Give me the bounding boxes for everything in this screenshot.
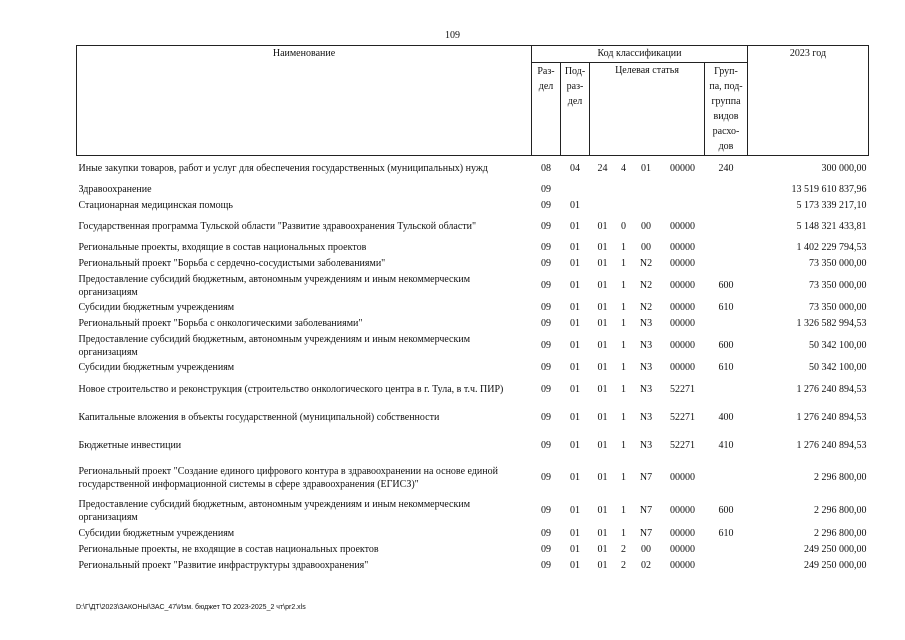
row-name: Здравоохранение [78, 184, 152, 195]
row-target-program: 01 [597, 439, 608, 451]
header-year: 2023 год [748, 46, 869, 156]
header-target: Целевая статья [590, 63, 705, 156]
row-razdel: 09 [541, 471, 551, 483]
row-vid-rashodov [705, 460, 748, 496]
row-vid-rashodov [705, 256, 748, 272]
row-amount: 5 148 321 433,81 [796, 220, 867, 232]
table-row [77, 542, 869, 558]
table-row [77, 316, 869, 332]
row-podrazdel: 01 [570, 361, 580, 373]
row-target-direction: 00000 [670, 527, 695, 539]
row-target-type: 1 [621, 301, 626, 313]
row-vid-rashodov [705, 376, 748, 404]
row-target-direction: 00000 [670, 339, 695, 351]
row-razdel: 09 [541, 411, 551, 423]
row-podrazdel: 01 [570, 439, 580, 451]
row-target-project: N2 [639, 279, 653, 291]
row-target-direction: 00000 [670, 301, 695, 313]
row-name: Региональные проекты, не входящие в состав национальных проектов [78, 544, 379, 555]
row-target-direction [661, 198, 705, 214]
row-podrazdel: 01 [570, 279, 580, 291]
row-vid-rashodov [705, 542, 748, 558]
row-target-program: 01 [597, 543, 608, 555]
row-amount: 300 000,00 [821, 162, 867, 174]
row-target-type: 1 [621, 383, 626, 395]
row-target-direction: 00000 [670, 279, 695, 291]
table-row [77, 360, 869, 376]
row-amount: 2 296 800,00 [814, 504, 867, 516]
file-path-footer: D:\Г\ДТ\2023\ЗАКОНЫ\ЗАС_47\Изм. бюджет ТО 2023-2025_2 чт\pr2.xls [76, 604, 306, 611]
row-target-project: N3 [639, 339, 653, 351]
row-razdel: 09 [541, 183, 551, 195]
row-target-program: 01 [597, 361, 608, 373]
row-target-direction: 52271 [670, 411, 695, 423]
row-name: Государственная программа Тульской области "Развитие здравоохранения Тульской области" [78, 221, 477, 232]
row-target-project: 00 [641, 220, 651, 232]
row-vid-rashodov: 410 [718, 439, 734, 451]
row-target-program: 01 [597, 257, 608, 269]
row-amount: 249 250 000,00 [804, 559, 867, 571]
row-target-direction: 00000 [670, 543, 695, 555]
row-name: Иные закупки товаров, работ и услуг для обеспечения государственных (муниципальных) нужд [78, 163, 488, 175]
row-name: Стационарная медицинская помощь [78, 200, 233, 211]
row-podrazdel: 01 [570, 339, 580, 351]
table-body [77, 156, 869, 574]
table-row [77, 240, 869, 256]
row-target-program: 01 [597, 504, 608, 516]
row-podrazdel: 01 [570, 504, 580, 516]
row-razdel: 09 [541, 301, 551, 313]
row-podrazdel: 01 [570, 220, 580, 232]
header-name: Наименование [77, 46, 532, 156]
row-vid-rashodov: 610 [718, 361, 734, 373]
row-target-direction [661, 182, 705, 198]
row-target-type: 1 [621, 317, 626, 329]
row-podrazdel: 01 [570, 527, 580, 539]
row-vid-rashodov: 400 [718, 411, 734, 423]
row-amount: 1 276 240 894,53 [796, 439, 867, 451]
row-amount: 1 276 240 894,53 [796, 411, 867, 423]
row-target-program: 01 [597, 559, 608, 571]
row-razdel: 09 [541, 527, 551, 539]
row-target-type: 1 [621, 439, 626, 451]
row-target-project: N2 [639, 257, 653, 269]
row-target-program: 01 [597, 411, 608, 423]
row-target-program: 01 [597, 471, 608, 483]
row-target-program: 24 [597, 162, 608, 174]
table-row [77, 256, 869, 272]
row-name: Субсидии бюджетным учреждениям [78, 528, 235, 539]
row-razdel: 08 [541, 162, 551, 174]
row-target-program: 01 [597, 220, 608, 232]
row-vid-rashodov [705, 240, 748, 256]
table-row [77, 300, 869, 316]
row-target-type: 1 [621, 241, 626, 253]
row-razdel: 09 [541, 543, 551, 555]
row-target-project: 00 [641, 241, 651, 253]
row-target-project: 00 [641, 543, 651, 555]
row-name: Субсидии бюджетным учреждениям [78, 362, 235, 373]
row-target-type: 4 [621, 162, 626, 174]
row-name: Новое строительство и реконструкция (строительство онкологического центра в г. Тула, в т.ч. ПИР) [78, 384, 504, 395]
row-target-type: 1 [621, 411, 626, 423]
table-row [77, 404, 869, 432]
table-row [77, 198, 869, 214]
header-vid-rashodov: Груп- па, под- группа видов расхо- дов [705, 63, 748, 156]
row-razdel: 09 [541, 339, 551, 351]
row-podrazdel: 04 [570, 162, 580, 174]
row-target-type: 1 [621, 339, 626, 351]
row-target-program: 01 [597, 383, 608, 395]
row-target-program: 01 [597, 339, 608, 351]
row-target-project: N3 [639, 317, 653, 329]
row-target-project: N7 [639, 471, 653, 483]
row-podrazdel: 01 [570, 559, 580, 571]
table-row [77, 332, 869, 360]
row-razdel: 09 [541, 257, 551, 269]
row-amount: 1 402 229 794,53 [796, 241, 867, 253]
row-target-type: 2 [621, 543, 626, 555]
row-amount: 73 350 000,00 [809, 279, 867, 291]
row-target-program: 01 [597, 241, 608, 253]
row-target-project: N3 [639, 439, 653, 451]
row-vid-rashodov [705, 214, 748, 240]
row-podrazdel: 01 [570, 317, 580, 329]
row-name: Региональный проект "Развитие инфраструктуры здравоохранения" [78, 560, 369, 571]
header-podrazdel: Под- раз- дел [561, 63, 590, 156]
table-row [77, 182, 869, 198]
row-target-type: 1 [621, 527, 626, 539]
row-podrazdel: 01 [570, 301, 580, 313]
row-razdel: 09 [541, 439, 551, 451]
row-vid-rashodov: 240 [718, 162, 734, 174]
table-row [77, 432, 869, 460]
row-vid-rashodov: 600 [718, 504, 734, 516]
table-row [77, 460, 869, 496]
row-target-type: 0 [621, 220, 626, 232]
row-target-type: 1 [621, 279, 626, 291]
row-target-project: 02 [641, 559, 651, 571]
row-target-project: N3 [639, 383, 653, 395]
row-razdel: 09 [541, 504, 551, 516]
row-razdel: 09 [541, 361, 551, 373]
row-vid-rashodov: 610 [718, 301, 734, 313]
row-name: Региональный проект "Борьба с сердечно-сосудистыми заболеваниями" [78, 258, 386, 269]
row-amount: 1 276 240 894,53 [796, 383, 867, 395]
row-target-program: 01 [597, 527, 608, 539]
row-target-type: 1 [621, 257, 626, 269]
row-amount: 13 519 610 837,96 [791, 183, 867, 195]
row-name: Капитальные вложения в объекты государственной (муниципальной) собственности [78, 412, 440, 423]
row-target-direction: 00000 [670, 559, 695, 571]
table-row [77, 272, 869, 300]
row-amount: 50 342 100,00 [809, 339, 867, 351]
row-target-project: N2 [639, 301, 653, 313]
row-target-direction: 00000 [670, 317, 695, 329]
row-target-direction: 00000 [670, 162, 695, 174]
table-row [77, 376, 869, 404]
header-razdel: Раз- дел [532, 63, 561, 156]
row-amount: 2 296 800,00 [814, 471, 867, 483]
row-target-project: 01 [641, 162, 651, 174]
row-amount: 249 250 000,00 [804, 543, 867, 555]
row-razdel: 09 [541, 383, 551, 395]
row-target-direction: 00000 [670, 471, 695, 483]
row-target-direction: 52271 [670, 439, 695, 451]
table-row [77, 558, 869, 574]
table-row [77, 214, 869, 240]
row-podrazdel: 01 [570, 411, 580, 423]
row-amount: 50 342 100,00 [809, 361, 867, 373]
row-target-program [590, 182, 616, 198]
header-code: Код классификации [532, 46, 748, 63]
row-podrazdel: 01 [570, 199, 580, 211]
row-target-type: 1 [621, 504, 626, 516]
row-target-type [616, 182, 632, 198]
row-target-project [632, 198, 661, 214]
row-vid-rashodov [705, 316, 748, 332]
row-target-program: 01 [597, 317, 608, 329]
row-vid-rashodov [705, 198, 748, 214]
row-name: Предоставление субсидий бюджетным, автономным учреждениям и иным некоммерческим организациям [78, 498, 471, 523]
row-razdel: 09 [541, 317, 551, 329]
row-target-program: 01 [597, 301, 608, 313]
row-target-project: N7 [639, 504, 653, 516]
row-podrazdel: 01 [570, 257, 580, 269]
row-target-type: 2 [621, 559, 626, 571]
row-podrazdel [561, 182, 590, 198]
row-name: Предоставление субсидий бюджетным, автономным учреждениям и иным некоммерческим организациям [78, 333, 471, 358]
row-vid-rashodov [705, 558, 748, 574]
row-name: Бюджетные инвестиции [78, 440, 182, 451]
row-vid-rashodov [705, 182, 748, 198]
row-target-project: N3 [639, 411, 653, 423]
row-razdel: 09 [541, 220, 551, 232]
row-target-program: 01 [597, 279, 608, 291]
table-row [77, 526, 869, 542]
row-amount: 73 350 000,00 [809, 301, 867, 313]
row-amount: 73 350 000,00 [809, 257, 867, 269]
row-target-direction: 52271 [670, 383, 695, 395]
table-row [77, 496, 869, 526]
row-podrazdel: 01 [570, 543, 580, 555]
row-target-direction: 00000 [670, 504, 695, 516]
row-name: Региональный проект "Создание единого цифрового контура в здравоохранении на основе единой государственной информационной системы в сфере здравоохранения (ЕГИСЗ)" [78, 465, 498, 490]
row-podrazdel: 01 [570, 383, 580, 395]
row-razdel: 09 [541, 199, 551, 211]
row-target-direction: 00000 [670, 241, 695, 253]
row-target-type: 1 [621, 471, 626, 483]
row-target-type: 1 [621, 361, 626, 373]
row-razdel: 09 [541, 279, 551, 291]
row-target-project [632, 182, 661, 198]
row-target-direction: 00000 [670, 257, 695, 269]
row-podrazdel: 01 [570, 471, 580, 483]
row-target-program [590, 198, 616, 214]
row-razdel: 09 [541, 241, 551, 253]
row-vid-rashodov: 610 [718, 527, 734, 539]
row-vid-rashodov: 600 [718, 279, 734, 291]
row-name: Региональные проекты, входящие в состав национальных проектов [78, 242, 367, 253]
row-podrazdel: 01 [570, 241, 580, 253]
page-number: 109 [445, 30, 460, 41]
row-name: Предоставление субсидий бюджетным, автономным учреждениям и иным некоммерческим организациям [78, 273, 471, 298]
row-target-project: N7 [639, 527, 653, 539]
row-name: Субсидии бюджетным учреждениям [78, 302, 235, 313]
row-target-direction: 00000 [670, 220, 695, 232]
row-amount: 5 173 339 217,10 [796, 199, 867, 211]
row-target-direction: 00000 [670, 361, 695, 373]
row-target-project: N3 [639, 361, 653, 373]
table-row [77, 156, 869, 182]
row-name: Региональный проект "Борьба с онкологическими заболеваниями" [78, 318, 363, 329]
row-amount: 1 326 582 994,53 [796, 317, 867, 329]
row-vid-rashodov: 600 [718, 339, 734, 351]
row-target-type [616, 198, 632, 214]
row-amount: 2 296 800,00 [814, 527, 867, 539]
budget-table [76, 45, 869, 574]
row-razdel: 09 [541, 559, 551, 571]
